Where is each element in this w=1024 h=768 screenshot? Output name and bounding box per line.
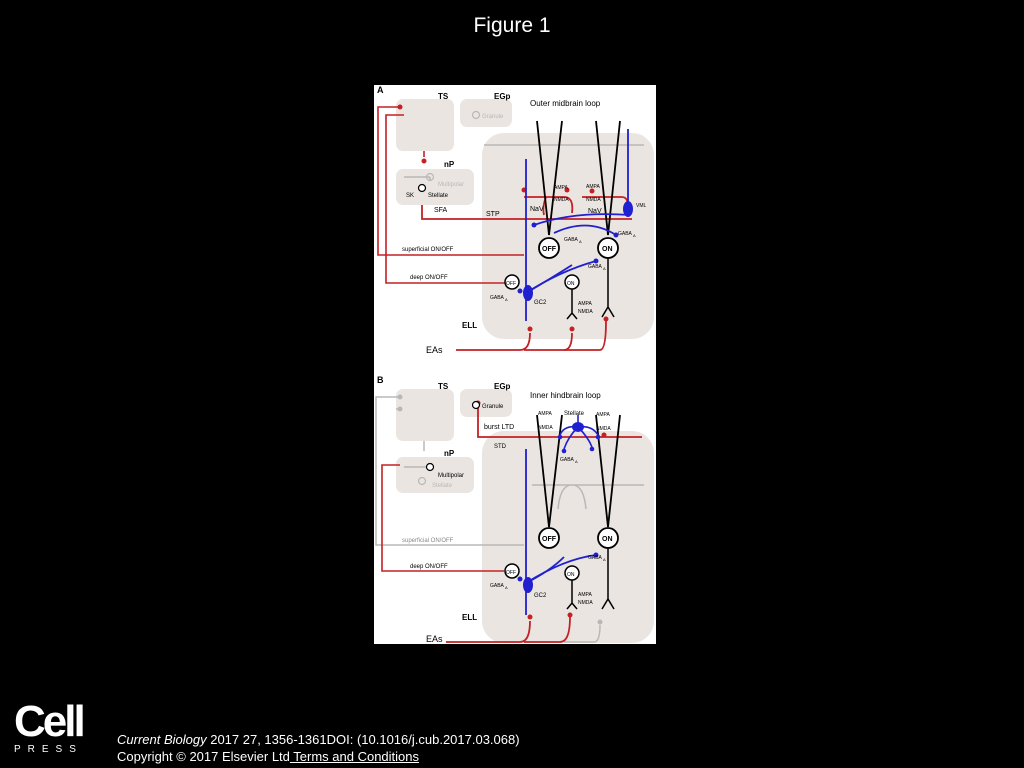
- off-pyramidal-label-b: OFF: [542, 536, 556, 543]
- ell-label-a: ELL: [462, 321, 478, 330]
- deep-label-a: deep ON/OFF: [410, 275, 448, 281]
- red-dot-a2: [422, 159, 427, 164]
- panel-b-letter: B: [377, 375, 384, 385]
- nmda-label-a2: NMDA: [586, 197, 601, 203]
- ts-region-a: [396, 99, 454, 151]
- multipolar-label-b: Multipolar: [438, 473, 465, 479]
- stellate-label-b2: Stellate: [432, 483, 453, 489]
- stellate-dot-b2: [562, 449, 567, 454]
- gaba-sub-a1: A: [579, 239, 582, 244]
- nav-label-a1: NaV: [530, 206, 544, 213]
- blue-dot-b2: [518, 577, 523, 582]
- copyright-line: [117, 748, 520, 765]
- gaba-label-a1: GABA: [564, 237, 578, 243]
- circuit-diagram: [374, 85, 656, 644]
- outer-loop-title: Outer midbrain loop: [530, 99, 601, 108]
- gaba-label-b1: GABA: [560, 457, 574, 463]
- sk-label-a: SK: [406, 193, 415, 199]
- gray-dot-b2: [398, 395, 403, 400]
- gaba-label-a2: GABA: [618, 231, 632, 237]
- figure-title: Figure 1: [473, 14, 551, 37]
- logo-press-text: PRESS: [14, 744, 83, 755]
- sfa-label-a: SFA: [434, 207, 448, 214]
- terms-link[interactable]: Terms and Conditions: [289, 749, 420, 764]
- gc2-label-a: GC2: [534, 300, 547, 306]
- gaba-sub-a2: A: [633, 233, 636, 238]
- gaba-sub-b2: A: [603, 557, 606, 562]
- burst-ltd-label-b: burst LTD: [484, 424, 515, 431]
- nmda-label-a3: NMDA: [578, 309, 593, 315]
- granule-label-b: Granule: [482, 404, 504, 410]
- gray-dot-b1: [598, 620, 603, 625]
- nav-label-a2: NaV: [588, 208, 602, 215]
- on-pyramidal-label-a: ON: [602, 246, 613, 253]
- superficial-label-a: superficial ON/OFF: [402, 247, 454, 253]
- nmda-label-b3: NMDA: [578, 600, 593, 606]
- blue-dot-a3: [594, 259, 599, 264]
- stellate-label-a: Stellate: [428, 193, 449, 199]
- egp-region-b: [460, 389, 512, 417]
- egp-label-b: EGp: [494, 382, 511, 391]
- gray-dot-b3: [398, 407, 403, 412]
- ell-label-b: ELL: [462, 613, 478, 622]
- panel-b: [376, 375, 654, 644]
- std-label-b: STD: [494, 444, 506, 450]
- gaba-label-b3: GABA: [490, 583, 504, 589]
- stp-label-a: STP: [486, 211, 500, 218]
- red-dot-b3: [568, 613, 573, 618]
- ampa-label-a3: AMPA: [578, 301, 592, 307]
- cell-press-logo: [14, 697, 84, 755]
- eas-dot-a3: [604, 317, 609, 322]
- ampa-label-b2: AMPA: [596, 412, 610, 418]
- red-dot-a1: [398, 105, 403, 110]
- gaba-sub-b3: A: [505, 585, 508, 590]
- stellate-cell-a: [419, 185, 426, 192]
- citation-line: [117, 731, 520, 748]
- egp-region-a: [460, 99, 512, 127]
- egp-label-a: EGp: [494, 92, 511, 101]
- granule-label-a: Granule: [482, 114, 504, 120]
- blue-dot-a1: [532, 223, 537, 228]
- eas-dot-a2: [570, 327, 575, 332]
- gaba-sub-b1: A: [575, 459, 578, 464]
- gaba-label-b2: GABA: [588, 555, 602, 561]
- journal-name: Current Biology: [117, 732, 207, 747]
- ts-region-b: [396, 389, 454, 441]
- off-deep-label-b: OFF: [506, 570, 516, 576]
- gaba-sub-a4: A: [505, 297, 508, 302]
- inner-loop-title: Inner hindbrain loop: [530, 391, 601, 400]
- on-pyramidal-label-b: ON: [602, 536, 613, 543]
- gaba-label-a4: GABA: [490, 295, 504, 301]
- red-dot-b4: [602, 433, 607, 438]
- copyright-text: Copyright © 2017 Elsevier Ltd: [117, 749, 290, 764]
- ampa-label-b1: AMPA: [538, 411, 552, 417]
- ampa-label-a1: AMPA: [554, 185, 568, 191]
- deep-label-b: deep ON/OFF: [410, 564, 448, 570]
- off-deep-label-a: OFF: [506, 281, 516, 287]
- stellate-label-b: Stellate: [564, 411, 585, 417]
- nmda-label-b2: NMDA: [596, 426, 611, 432]
- nmda-label-b1: NMDA: [538, 425, 553, 431]
- gaba-label-a3: GABA: [588, 264, 602, 270]
- vml-label-a: VML: [636, 203, 647, 209]
- nmda-label-a1: NMDA: [554, 197, 569, 203]
- off-pyramidal-label-a: OFF: [542, 246, 556, 253]
- eas-label-b: EAs: [426, 634, 443, 644]
- np-label-a: nP: [444, 160, 455, 169]
- on-deep-label-b: ON: [567, 572, 575, 578]
- granule-cell-b: [473, 402, 480, 409]
- np-label-b: nP: [444, 449, 455, 458]
- figure-panel: [374, 85, 656, 644]
- eas-label-a: EAs: [426, 345, 443, 355]
- superficial-label-b: superficial ON/OFF: [402, 538, 454, 544]
- gaba-sub-a3: A: [603, 266, 606, 271]
- red-dot-b2: [528, 615, 533, 620]
- citation-block: [117, 731, 520, 765]
- ampa-label-b3: AMPA: [578, 592, 592, 598]
- stellate-dot-b4: [596, 435, 601, 440]
- gc2-cell-a: [523, 285, 533, 301]
- stellate-dot-b1: [558, 435, 563, 440]
- ts-label-b: TS: [438, 382, 449, 391]
- on-deep-label-a: ON: [567, 281, 575, 287]
- ts-label-a: TS: [438, 92, 449, 101]
- panel-a: [377, 85, 654, 355]
- panel-a-letter: A: [377, 85, 384, 95]
- multipolar-label-a: Multipolar: [438, 182, 465, 188]
- stellate-dot-b3: [590, 447, 595, 452]
- ampa-label-a2: AMPA: [586, 184, 600, 190]
- eas-dot-a1: [528, 327, 533, 332]
- logo-cell-text: Cell: [14, 697, 83, 746]
- blue-dot-a4: [518, 289, 523, 294]
- citation-details: 2017 27, 1356-1361DOI: (10.1016/j.cub.2017.03.068): [206, 732, 520, 747]
- multipolar-cell-b: [427, 464, 434, 471]
- gc2-label-b: GC2: [534, 593, 547, 599]
